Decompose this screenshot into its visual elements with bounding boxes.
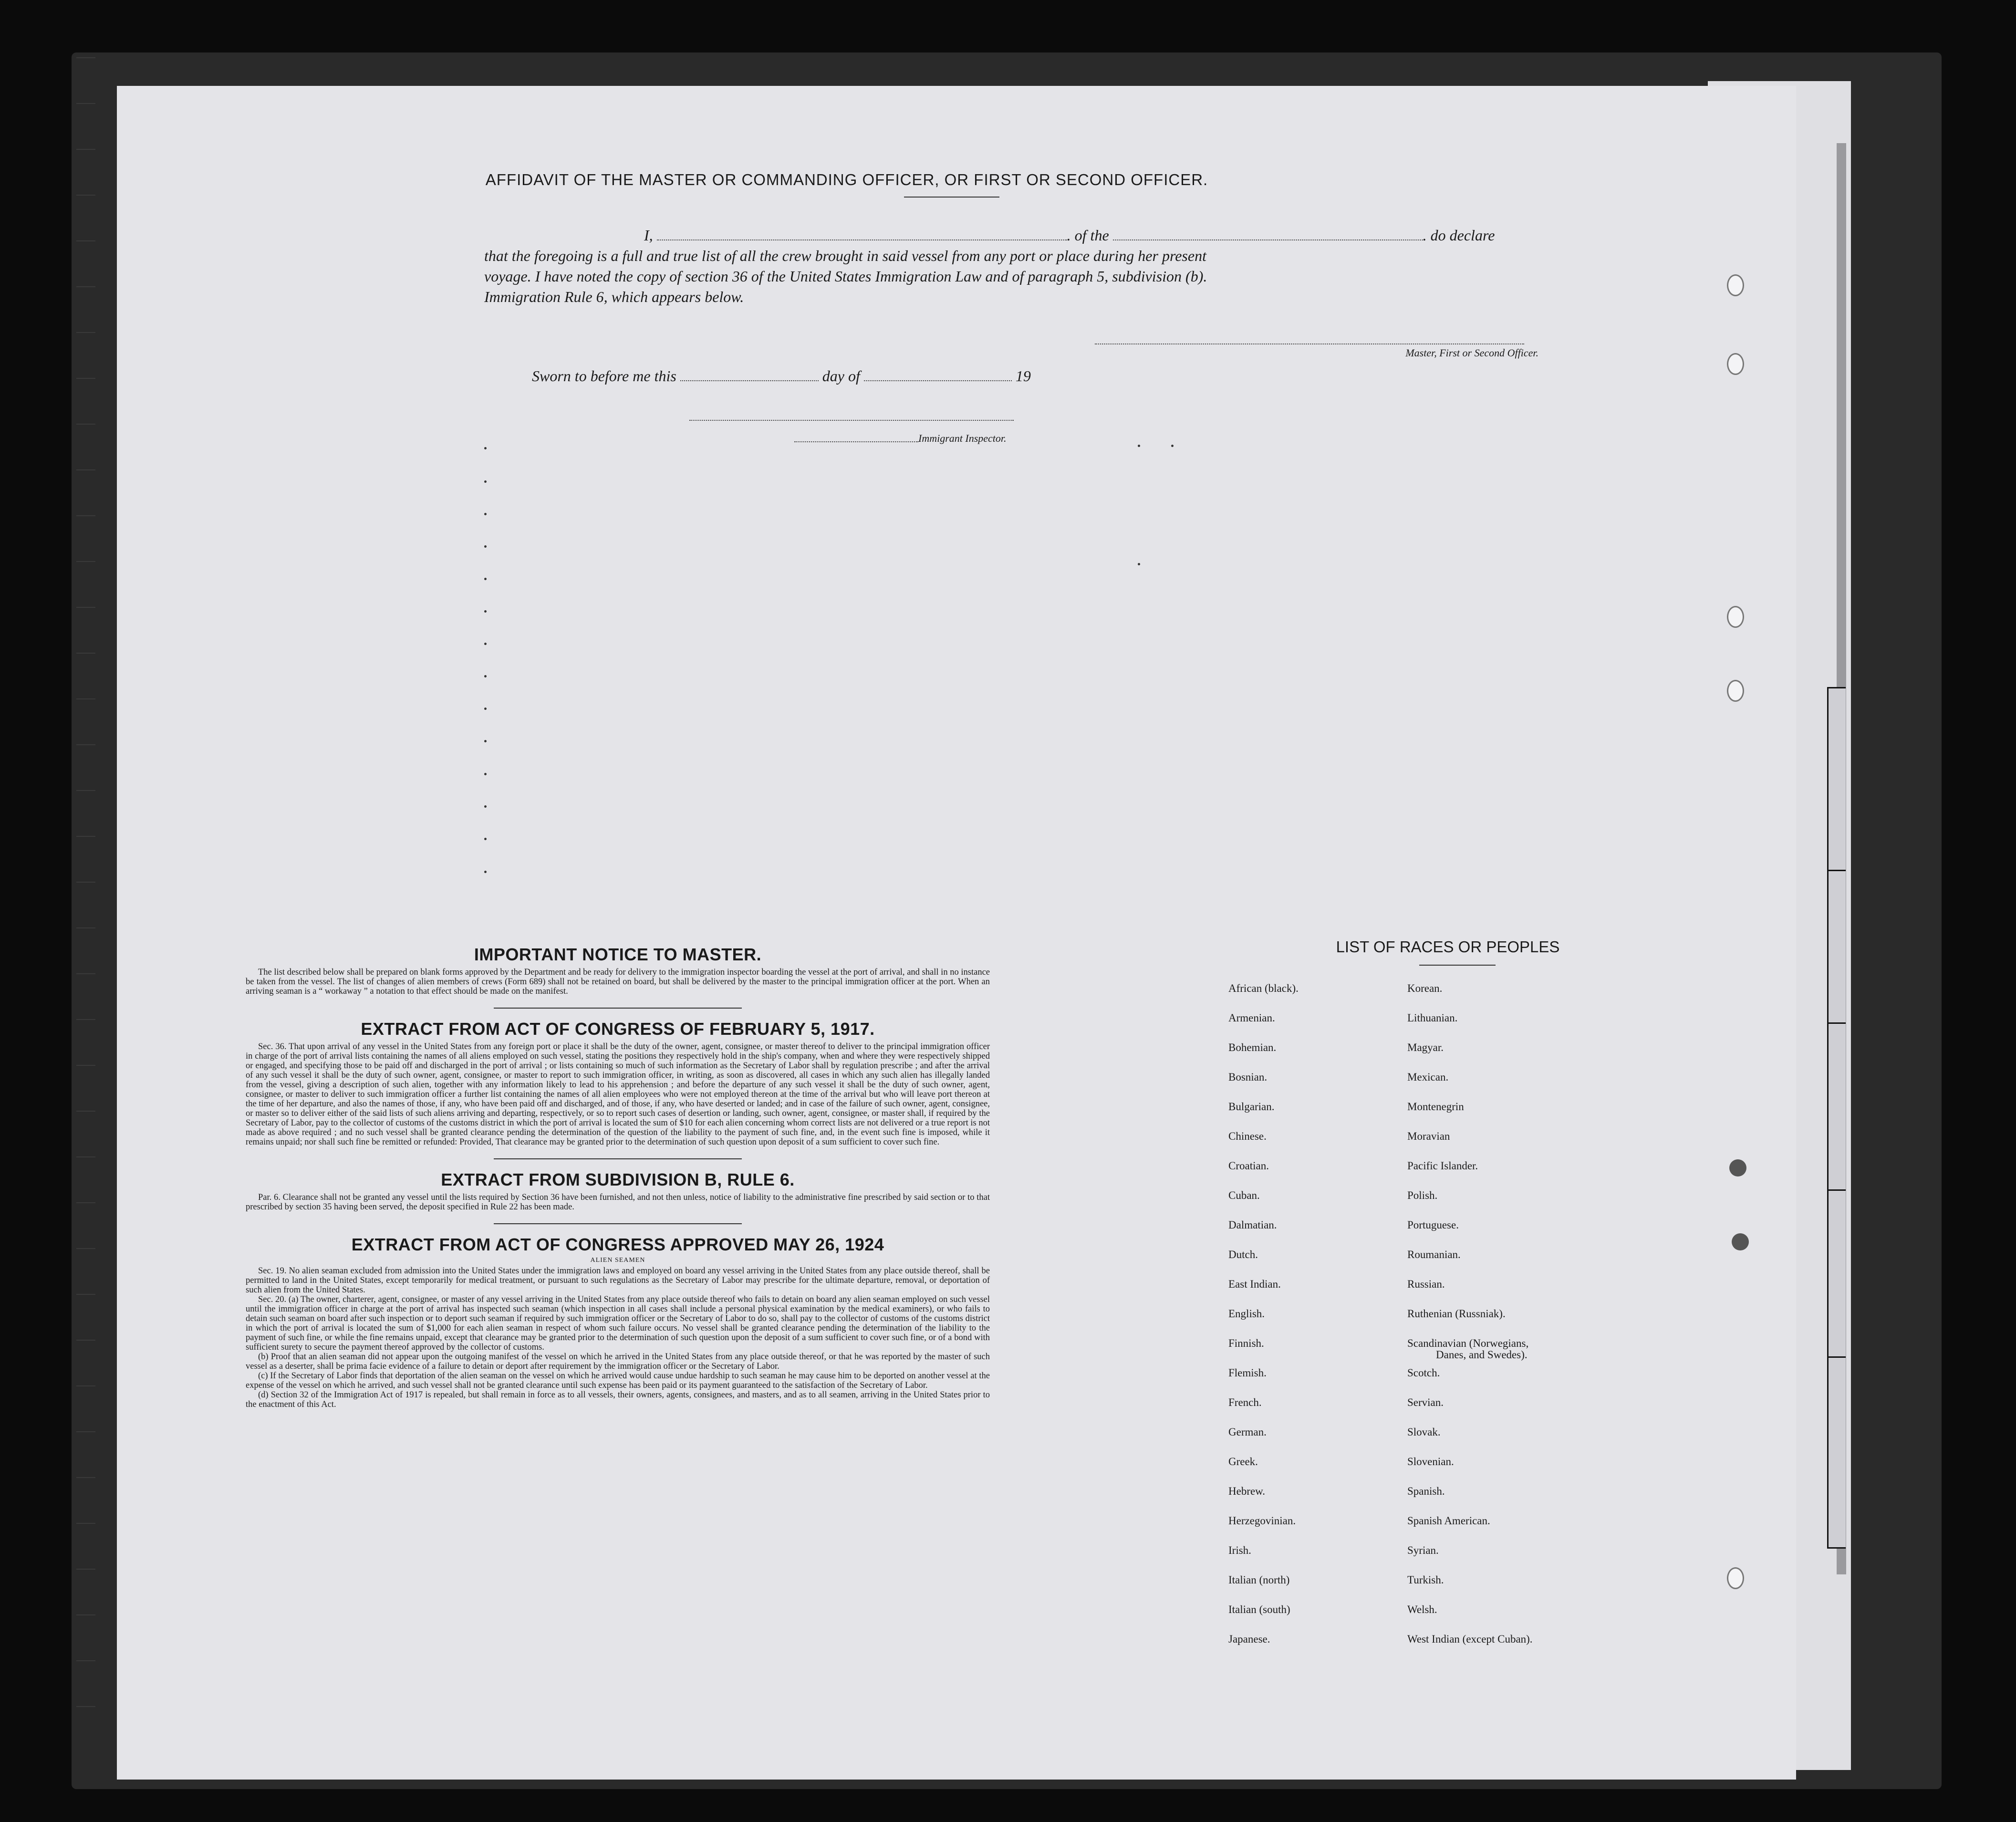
inspector-caption-dots bbox=[794, 441, 918, 442]
race-item: Spanish American. bbox=[1407, 1515, 1490, 1527]
title-divider bbox=[904, 197, 999, 198]
binder-edge-grid bbox=[76, 57, 95, 1727]
race-item: Herzegovinian. bbox=[1228, 1515, 1296, 1527]
race-item: Moravian bbox=[1407, 1130, 1450, 1142]
race-item: Montenegrin bbox=[1407, 1101, 1464, 1113]
speck bbox=[1171, 445, 1174, 447]
extract-1917-text: Sec. 36. That upon arrival of any vessel in the United States from any foreign port or place it shall be the duty of the owner, agent, consignee, or master thereof to deliver to the principal immigration officer in charge of the port of arrival lists containing the names of all aliens employed on such vessel, stating the positions they respectively hold in the ship's company, when and where they were respectively shipped or engaged, and specifying those to be paid off and discharged in the port of arrival ; or lists containing so much of such information as the Secretary of Labor shall by regulation prescribe ; and after the arrival of any such vessel it shall be the duty of such owner, agent, consignee, or master to report to such immigration officer, in writing, as soon as discovered, all cases in which any such alien has illegally landed from the vessel, giving a description of such alien, together with any information likely to lead to his apprehension ; and before the departure of any such vessel it shall be the duty of such owner, agent, consignee, or master to deliver to such immigration officer a further list containing the names of all alien employees who were not employed thereon at the time of the arrival but who will leave port thereon at the time of her departure, and also the names of those, if any, who have been paid off and discharged, and of those, if any, who have deserted or landed; and in case of the failure of such owner, agent, consignee, or master so to deliver either of the said lists of such aliens arriving and departing, respectively, or so to report such cases of desertion or landing, such owner, agent, consignee, or master shall, if required by the Secretary of Labor, pay to the collector of customs of the customs district in which the port of arrival is located the sum of $10 for each alien concerning whom correct lists are not delivered or a true report is not made as above required ; and no such vessel shall be granted clearance pending the determination of the question of the liability to the payment of such fine, and, in the event such fine is imposed, while it remains unpaid; nor shall such fine be remitted or refunded: Provided, That clearance may be granted prior to the determination of such question upon deposit of a sum sufficient to cover such fine. bbox=[246, 1042, 990, 1147]
speck bbox=[484, 708, 487, 710]
speck bbox=[484, 675, 487, 677]
race-item: Syrian. bbox=[1407, 1544, 1439, 1556]
speck bbox=[484, 513, 487, 515]
race-item: Cuban. bbox=[1228, 1189, 1260, 1201]
declaration-line-3: voyage. I have noted the copy of section 36 of the United States Immigration Law and of paragraph 5, subdivision (b). bbox=[484, 268, 1207, 285]
race-item: Slovenian. bbox=[1407, 1456, 1454, 1468]
sec19-text: Sec. 19. No alien seaman excluded from admission into the United States under the immigration laws and employed on board any vessel arriving in the United States from any place outside thereof, shall be permitted to land in the United States, except temporarily for medical treatment, or pursuant to such regulations as the Secretary of Labor may prescribe for the ultimate departure, removal, or deportation of such alien from the United States. bbox=[246, 1266, 990, 1295]
declaration-line-2: that the foregoing is a full and true list of all the crew brought in said vessel from any port or place during her present bbox=[484, 247, 1206, 264]
rule6-text: Par. 6. Clearance shall not be granted any vessel until the lists required by Section 36 have been furnished, and not then unless, notice of liability to the administrative fine prescribed by said section or to that prescribed by section 35 having been served, the deposit specified in Rule 22 has been made. bbox=[246, 1193, 990, 1212]
inspector-caption: Immigrant Inspector. bbox=[918, 432, 1007, 444]
month-blank bbox=[864, 368, 1012, 381]
race-item-scandinavian-line1: Scandinavian (Norwegians, bbox=[1407, 1337, 1529, 1349]
extract-1924-title: EXTRACT FROM ACT OF CONGRESS APPROVED MAY 26, 1924 bbox=[351, 1235, 884, 1254]
race-item: Russian. bbox=[1407, 1278, 1445, 1290]
notice-title: IMPORTANT NOTICE TO MASTER. bbox=[474, 945, 762, 964]
race-item: Dalmatian. bbox=[1228, 1219, 1277, 1231]
sworn-year: 19 bbox=[1015, 367, 1031, 385]
binder-tab-strip bbox=[1827, 687, 1846, 1549]
race-item: Turkish. bbox=[1407, 1574, 1444, 1586]
race-item: Flemish. bbox=[1228, 1367, 1267, 1379]
race-item: East Indian. bbox=[1228, 1278, 1281, 1290]
race-item: West Indian (except Cuban). bbox=[1407, 1633, 1533, 1645]
sworn-statement bbox=[532, 367, 1031, 385]
race-item: Greek. bbox=[1228, 1456, 1258, 1468]
race-item: Hebrew. bbox=[1228, 1485, 1266, 1497]
race-item: Polish. bbox=[1407, 1189, 1438, 1201]
race-item: Bohemian. bbox=[1228, 1041, 1277, 1053]
race-item: Scotch. bbox=[1407, 1367, 1440, 1379]
race-item: English. bbox=[1228, 1308, 1265, 1320]
speck bbox=[484, 773, 487, 775]
races-title: LIST OF RACES OR PEOPLES bbox=[1336, 938, 1560, 956]
speck bbox=[1138, 445, 1140, 447]
punch-hole bbox=[1727, 274, 1744, 296]
race-item: French. bbox=[1228, 1396, 1262, 1408]
race-item: German. bbox=[1228, 1426, 1267, 1438]
speck bbox=[484, 545, 487, 548]
sec20d-text: (d) Section 32 of the Immigration Act of 1917 is repealed, but shall remain in force as to all vessels, their owners, agents, consignees, and masters, and as to all seamen, arriving in the United States prior to the enactment of this Act. bbox=[246, 1390, 990, 1409]
race-item: Slovak. bbox=[1407, 1426, 1441, 1438]
speck bbox=[484, 578, 487, 580]
tab-divider bbox=[1829, 1022, 1846, 1024]
rule6-title: EXTRACT FROM SUBDIVISION B, RULE 6. bbox=[441, 1170, 795, 1189]
rivet-icon bbox=[1729, 1159, 1746, 1176]
race-item: Lithuanian. bbox=[1407, 1012, 1458, 1024]
race-item: African (black). bbox=[1228, 982, 1299, 994]
sworn-prefix: Sworn to before me this bbox=[532, 367, 676, 385]
vessel-blank bbox=[1113, 227, 1423, 240]
punch-hole bbox=[1727, 1567, 1744, 1589]
section-divider bbox=[494, 1008, 742, 1009]
name-blank bbox=[657, 227, 1067, 240]
sec20b-text: (b) Proof that an alien seaman did not appear upon the outgoing manifest of the vessel on which he arrived in the United States from any place outside thereof, or that he was reported by the master of such vessel as a deserter, shall be prima facie evidence of a failure to detain or deport after requirement by the immigration officer or the Secretary of Labor. bbox=[246, 1352, 990, 1371]
race-item: Croatian. bbox=[1228, 1160, 1269, 1172]
punch-hole bbox=[1727, 680, 1744, 702]
punch-hole bbox=[1727, 606, 1744, 628]
race-item: Bosnian. bbox=[1228, 1071, 1268, 1083]
race-item: Finnish. bbox=[1228, 1337, 1264, 1349]
race-item: Bulgarian. bbox=[1228, 1101, 1275, 1113]
race-item: Roumanian. bbox=[1407, 1249, 1461, 1260]
extract-1917-title: EXTRACT FROM ACT OF CONGRESS OF FEBRUARY 5, 1917. bbox=[361, 1019, 875, 1039]
section-divider bbox=[494, 1223, 742, 1224]
form-page bbox=[117, 86, 1796, 1780]
race-item-scandinavian bbox=[1407, 1338, 1533, 1367]
speck bbox=[484, 740, 487, 742]
speck bbox=[484, 871, 487, 873]
day-blank bbox=[680, 368, 819, 381]
sec20c-text: (c) If the Secretary of Labor finds that deportation of the alien seaman on the vessel on which he arrived would cause undue hardship to such seaman he may cause him to be deported on another vessel at the expense of the vessel on which he arrived, and such vessel shall not be granted clearance until such expense has been paid or its payment guaranteed to the satisfaction of the Secretary of Labor. bbox=[246, 1371, 990, 1390]
race-item: Spanish. bbox=[1407, 1485, 1445, 1497]
rivet-icon bbox=[1732, 1233, 1749, 1250]
affidavit-title: AFFIDAVIT OF THE MASTER OR COMMANDING OFFICER, OR FIRST OR SECOND OFFICER. bbox=[485, 171, 1208, 188]
races-left-column bbox=[1228, 983, 1299, 1663]
speck bbox=[484, 805, 487, 808]
alien-seamen-caption: ALIEN SEAMEN bbox=[590, 1257, 645, 1264]
declaration-do-declare: . do declare bbox=[1423, 227, 1495, 244]
race-item: Armenian. bbox=[1228, 1012, 1275, 1024]
declaration-line-4: Immigration Rule 6, which appears below. bbox=[484, 288, 744, 305]
speck bbox=[484, 838, 487, 840]
race-item: Portuguese. bbox=[1407, 1219, 1459, 1231]
tab-divider bbox=[1829, 870, 1846, 871]
race-item: Irish. bbox=[1228, 1544, 1251, 1556]
races-divider bbox=[1419, 965, 1496, 966]
inspector-signature-line bbox=[689, 420, 1014, 421]
race-item: Servian. bbox=[1407, 1396, 1444, 1408]
speck bbox=[1138, 563, 1140, 565]
notices-column bbox=[246, 945, 990, 1409]
sworn-day-of: day of bbox=[822, 367, 860, 385]
signature-caption: Master, First or Second Officer. bbox=[1405, 347, 1538, 359]
race-item: Italian (south) bbox=[1228, 1603, 1290, 1615]
declaration-of-the: . of the bbox=[1067, 227, 1109, 244]
race-item-scandinavian-line2: Danes, and Swedes). bbox=[1436, 1349, 1528, 1361]
declaration-i: I, bbox=[644, 227, 653, 244]
race-item: Italian (north) bbox=[1228, 1574, 1290, 1586]
race-item: Japanese. bbox=[1228, 1633, 1270, 1645]
races-right-column bbox=[1407, 983, 1533, 1663]
race-item: Mexican. bbox=[1407, 1071, 1449, 1083]
section-divider bbox=[494, 1158, 742, 1159]
race-item: Pacific Islander. bbox=[1407, 1160, 1478, 1172]
speck bbox=[484, 447, 487, 449]
sec20a-text: Sec. 20. (a) The owner, charterer, agent, consignee, or master of any vessel arriving in the United States from any place outside thereof who fails to detain on board any alien seaman employed on such vessel until the immigration officer in charge at the port of arrival has inspected such seaman (which inspection in all cases shall include a personal physical examination by the medical examiners), or who fails to detain such seaman on board after such inspection or to deport such seaman if required by such immigration officer or the Secretary of Labor to do so, shall pay to the collector of customs of the customs district in which the port of arrival is located the sum of $1,000 for each alien seaman in respect of whom such failure occurs. No vessel shall be granted clearance pending the determination of the liability to the payment of such fine, or while the fine remains unpaid, except that clearance may be granted prior to the determination of such question upon the deposit of a sum sufficient to cover such fine, or of a bond with sufficient surety to secure the payment thereof approved by the collector of customs. bbox=[246, 1295, 990, 1352]
race-item: Magyar. bbox=[1407, 1041, 1444, 1053]
declaration-text bbox=[484, 225, 1534, 307]
tab-divider bbox=[1829, 1356, 1846, 1358]
speck bbox=[484, 610, 487, 613]
tab-divider bbox=[1829, 1189, 1846, 1191]
notice-text: The list described below shall be prepared on blank forms approved by the Department and be ready for delivery to the immigration inspector boarding the vessel at the port of arrival, and shall in no instance be taken from the vessel. The list of changes of alien members of crews (Form 689) shall not be retained on board, but shall be delivered by the master to the principal immigration officer at the port. When an arriving seaman is a “ workaway ” a notation to that effect should be made on the manifest. bbox=[246, 968, 990, 996]
race-item: Dutch. bbox=[1228, 1249, 1258, 1260]
speck bbox=[484, 643, 487, 645]
speck bbox=[484, 480, 487, 483]
punch-hole bbox=[1727, 353, 1744, 375]
race-item: Korean. bbox=[1407, 982, 1443, 994]
race-item: Chinese. bbox=[1228, 1130, 1267, 1142]
race-item: Welsh. bbox=[1407, 1603, 1437, 1615]
race-item: Ruthenian (Russniak). bbox=[1407, 1308, 1506, 1320]
